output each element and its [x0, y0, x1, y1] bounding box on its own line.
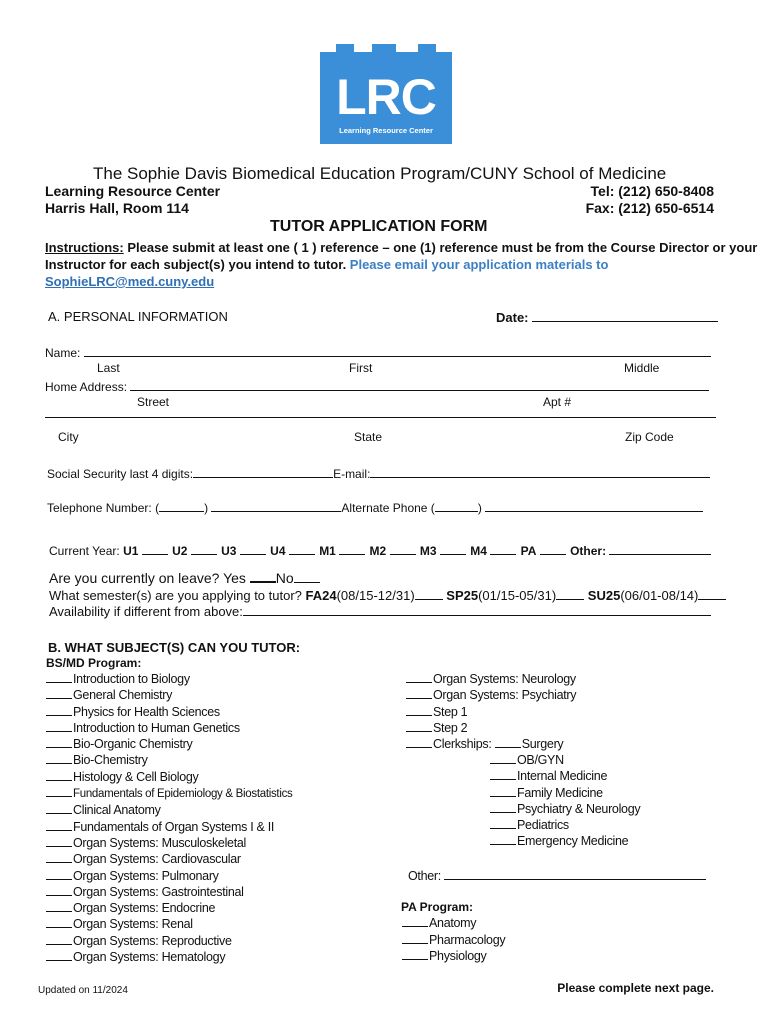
- contact-email[interactable]: SophieLRC@med.cuny.edu: [45, 274, 215, 289]
- clerkship-blank[interactable]: [490, 785, 516, 797]
- semester-fa24: FA24: [305, 588, 337, 603]
- semester-label: What semester(s) are you applying to tutor?: [49, 588, 302, 603]
- zip-sub: Zip Code: [625, 430, 674, 444]
- instructions-line-2: [45, 257, 608, 272]
- year-u1: U1: [123, 544, 139, 558]
- clerkship-blank[interactable]: [495, 736, 521, 748]
- section-b-heading: B. WHAT SUBJECT(S) CAN YOU TUTOR:: [48, 640, 301, 655]
- subject-item[interactable]: [406, 720, 576, 736]
- subject-item[interactable]: [406, 704, 576, 720]
- ssn-label: Social Security last 4 digits:: [47, 467, 194, 481]
- subject-blank[interactable]: [406, 720, 432, 732]
- ssn-field[interactable]: [47, 465, 710, 481]
- subject-blank[interactable]: [46, 704, 72, 716]
- instructions: [45, 240, 757, 255]
- subject-label: Introduction to Biology: [73, 672, 190, 686]
- subject-blank[interactable]: [46, 752, 72, 764]
- year-u2-blank[interactable]: [191, 543, 217, 555]
- availability-input[interactable]: [243, 603, 711, 616]
- subject-blank[interactable]: [46, 884, 72, 896]
- name-input[interactable]: [84, 344, 711, 357]
- clerkship-blank[interactable]: [490, 768, 516, 780]
- clerkship-label: Pediatrics: [517, 818, 569, 833]
- subject-item[interactable]: [46, 835, 292, 851]
- subject-blank[interactable]: [406, 687, 432, 699]
- subject-item[interactable]: [406, 671, 576, 687]
- org-location: Harris Hall, Room 114: [45, 200, 189, 216]
- phone-label: Telephone Number: (: [47, 501, 160, 515]
- subject-item[interactable]: [46, 949, 292, 965]
- name-sub-last: Last: [97, 361, 120, 375]
- availability-field[interactable]: [49, 603, 711, 619]
- semester-su25-dates: (06/01-08/14): [620, 588, 699, 603]
- semester-sp25: SP25: [446, 588, 479, 603]
- subject-label: Fundamentals of Organ Systems I & II: [73, 819, 275, 834]
- email-input[interactable]: [370, 465, 710, 478]
- address-sub-street: Street: [137, 395, 170, 409]
- subject-item[interactable]: [46, 769, 292, 785]
- instructions-label: Instructions:: [45, 240, 124, 255]
- subject-item[interactable]: [46, 900, 292, 916]
- subject-label: Organ Systems: Endocrine: [73, 901, 216, 916]
- subject-label: Anatomy: [429, 916, 477, 930]
- other-subject-field[interactable]: [408, 867, 706, 883]
- date-input[interactable]: [532, 309, 718, 322]
- name-label: Name:: [45, 346, 81, 360]
- instructions-text-2: Instructor for each subject(s) you intend to tutor.: [45, 257, 350, 272]
- alt-phone-close-paren: ): [477, 501, 482, 515]
- clerkship-blank[interactable]: [490, 817, 516, 829]
- clerkship-list: [490, 752, 640, 850]
- date-field[interactable]: [496, 309, 718, 325]
- availability-label: Availability if different from above:: [49, 604, 243, 619]
- subject-blank[interactable]: [46, 736, 72, 748]
- year-pa-blank[interactable]: [540, 543, 566, 555]
- year-m1: M1: [319, 544, 336, 558]
- address-input[interactable]: [130, 378, 709, 391]
- subject-blank[interactable]: [46, 769, 72, 781]
- subject-blank[interactable]: [406, 671, 432, 683]
- semester-fa24-dates: (08/15-12/31): [336, 588, 415, 603]
- subject-blank[interactable]: [402, 948, 428, 960]
- subject-blank[interactable]: [402, 915, 428, 927]
- pa-subject-list: [402, 915, 505, 965]
- clerkships-item[interactable]: [406, 736, 576, 752]
- subject-item[interactable]: [46, 687, 292, 703]
- year-m4-blank[interactable]: [490, 543, 516, 555]
- year-u3-blank[interactable]: [240, 543, 266, 555]
- semester-sp25-dates: (01/15-05/31): [478, 588, 557, 603]
- subject-label: Clinical Anatomy: [73, 803, 161, 818]
- leave-question[interactable]: [49, 569, 320, 586]
- year-u4: U4: [270, 544, 286, 558]
- logo-letters: LRC: [336, 69, 436, 125]
- year-u4-blank[interactable]: [289, 543, 315, 555]
- other-subject-input[interactable]: [444, 867, 706, 880]
- subject-item[interactable]: [46, 704, 292, 720]
- bsmd-program-label: BS/MD Program:: [46, 656, 142, 670]
- city-state-zip-input[interactable]: [45, 417, 716, 418]
- phone-input[interactable]: [211, 499, 341, 512]
- subject-item[interactable]: [46, 671, 292, 687]
- subject-label: Organ Systems: Musculoskeletal: [73, 835, 247, 850]
- clerkship-item[interactable]: [490, 785, 640, 801]
- subject-label: Bio-Chemistry: [73, 753, 148, 768]
- phone-field[interactable]: [47, 499, 703, 515]
- clerkship-item[interactable]: [490, 768, 640, 784]
- clerkship-item[interactable]: [490, 833, 640, 849]
- subject-item[interactable]: [46, 884, 292, 900]
- subject-blank[interactable]: [46, 785, 72, 797]
- logo-subtitle: Learning Resource Center: [339, 126, 433, 135]
- year-label: Current Year:: [49, 544, 120, 558]
- year-u2: U2: [172, 544, 188, 558]
- subject-label: Organ Systems: Psychiatry: [433, 688, 577, 703]
- date-label: Date:: [496, 310, 529, 325]
- subject-blank[interactable]: [406, 704, 432, 716]
- subject-label: Physiology: [429, 949, 487, 963]
- clerkship-label: OB/GYN: [517, 753, 564, 767]
- subject-blank[interactable]: [46, 933, 72, 945]
- semester-fa24-input[interactable]: [415, 587, 443, 600]
- subject-item[interactable]: [46, 868, 292, 884]
- alt-phone-label: Alternate Phone (: [341, 501, 435, 515]
- org-name: Learning Resource Center: [45, 183, 221, 199]
- clerkship-blank[interactable]: [490, 833, 516, 845]
- subject-blank[interactable]: [46, 916, 72, 928]
- state-sub: State: [354, 430, 383, 444]
- address-label: Home Address:: [45, 380, 128, 394]
- alt-phone-input[interactable]: [485, 499, 703, 512]
- name-sub-first: First: [349, 361, 373, 375]
- subject-label: Fundamentals of Epidemiology & Biostatistics: [73, 788, 293, 801]
- ssn-input[interactable]: [193, 465, 333, 478]
- subject-label: Organ Systems: Neurology: [433, 672, 576, 686]
- subject-blank[interactable]: [46, 671, 72, 683]
- subject-label: Pharmacology: [429, 932, 506, 947]
- leave-no-input[interactable]: [294, 570, 320, 583]
- subject-item[interactable]: [46, 851, 292, 867]
- semester-sp25-input[interactable]: [556, 587, 584, 600]
- leave-yes-input[interactable]: [250, 569, 276, 583]
- fax-number: Fax: (212) 650-6514: [585, 200, 714, 216]
- alt-area-code-input[interactable]: [435, 499, 478, 512]
- subject-label: Introduction to Human Genetics: [73, 720, 240, 735]
- subject-blank[interactable]: [46, 802, 72, 814]
- subject-label: Histology & Cell Biology: [73, 769, 199, 784]
- address-field[interactable]: [45, 378, 709, 394]
- phone-number: Tel: (212) 650-8408: [590, 183, 714, 199]
- clerkship-item[interactable]: [490, 817, 640, 833]
- year-other-input[interactable]: [609, 542, 711, 555]
- semester-question[interactable]: [49, 587, 726, 603]
- subject-item[interactable]: [46, 736, 292, 752]
- subject-label: Organ Systems: Reproductive: [73, 933, 232, 948]
- subject-blank[interactable]: [46, 868, 72, 880]
- subject-blank[interactable]: [46, 949, 72, 961]
- subject-label: Physics for Health Sciences: [73, 704, 220, 719]
- subject-blank[interactable]: [46, 835, 72, 847]
- subject-label: Step 2: [433, 720, 468, 735]
- clerkship-item[interactable]: [490, 752, 640, 768]
- subject-label: Organ Systems: Hematology: [73, 950, 226, 965]
- subject-label: Step 1: [433, 704, 468, 719]
- year-m1-blank[interactable]: [339, 543, 365, 555]
- leave-label: Are you currently on leave? Yes: [49, 570, 246, 586]
- year-m3: M3: [419, 544, 437, 558]
- contact-email-link[interactable]: [45, 274, 214, 289]
- subject-item[interactable]: [406, 687, 576, 703]
- updated-date: Updated on 11/2024: [38, 985, 128, 996]
- name-sub-middle: Middle: [624, 361, 660, 375]
- year-m2-blank[interactable]: [390, 543, 416, 555]
- subject-item[interactable]: [46, 819, 292, 835]
- subject-blank[interactable]: [46, 687, 72, 699]
- subject-item[interactable]: [46, 720, 292, 736]
- subject-blank[interactable]: [46, 720, 72, 732]
- clerkship-label: Surgery: [521, 737, 564, 752]
- clerkship-blank[interactable]: [490, 752, 516, 764]
- subject-item[interactable]: [46, 785, 292, 802]
- program-title: The Sophie Davis Biomedical Education Program/CUNY School of Medicine: [93, 164, 667, 183]
- right-subject-list: [406, 671, 576, 752]
- year-m4: M4: [470, 544, 487, 558]
- clerkship-label: Internal Medicine: [517, 769, 608, 784]
- section-a-heading: A. PERSONAL INFORMATION: [48, 309, 228, 324]
- subject-blank[interactable]: [46, 900, 72, 912]
- clerkship-label: Psychiatry & Neurology: [517, 801, 641, 816]
- year-other: Other:: [570, 544, 607, 558]
- subject-label: Organ Systems: Cardiovascular: [73, 852, 241, 867]
- leave-no-label: No: [275, 570, 294, 586]
- subject-label: Organ Systems: Renal: [73, 917, 193, 932]
- clerkship-label: Emergency Medicine: [517, 834, 629, 849]
- semester-su25-input[interactable]: [698, 587, 726, 600]
- subject-item[interactable]: [46, 933, 292, 949]
- subject-item[interactable]: [46, 802, 292, 818]
- email-label: E-mail:: [333, 467, 371, 481]
- year-u1-blank[interactable]: [142, 543, 168, 555]
- email-prompt: Please email your application materials to: [349, 257, 609, 272]
- clerkship-item[interactable]: [490, 801, 640, 817]
- clerkship-blank[interactable]: [490, 801, 516, 813]
- next-page-note: Please complete next page.: [557, 981, 714, 995]
- city-sub: City: [58, 430, 79, 444]
- other-label: Other:: [408, 869, 441, 883]
- lrc-logo: [320, 44, 452, 144]
- pa-subject-item[interactable]: [402, 932, 505, 949]
- subject-blank[interactable]: [402, 932, 428, 944]
- subject-label: Organ Systems: Gastrointestinal: [73, 884, 244, 899]
- current-year-field[interactable]: [49, 542, 711, 558]
- subject-item[interactable]: [46, 752, 292, 768]
- year-m2: M2: [369, 544, 387, 558]
- subject-blank[interactable]: [46, 819, 72, 831]
- clerkship-label: Family Medicine: [517, 785, 603, 800]
- subject-blank[interactable]: [406, 736, 432, 748]
- pa-program-label: PA Program:: [401, 900, 474, 914]
- address-sub-apt: Apt #: [543, 395, 572, 409]
- name-field[interactable]: [45, 344, 711, 360]
- instructions-text-1: Please submit at least one ( 1 ) reference – one (1) reference must be from the Course Director or your: [123, 240, 758, 255]
- subject-label: Organ Systems: Pulmonary: [73, 868, 219, 883]
- semester-su25: SU25: [587, 588, 621, 603]
- phone-close-paren: ): [204, 501, 209, 515]
- subject-label: Bio-Organic Chemistry: [73, 737, 193, 752]
- subject-blank[interactable]: [46, 851, 72, 863]
- year-pa: PA: [520, 544, 537, 558]
- subject-item[interactable]: [46, 916, 292, 932]
- area-code-input[interactable]: [159, 499, 204, 512]
- subject-label: General Chemistry: [73, 688, 173, 703]
- pa-subject-item[interactable]: [402, 948, 505, 965]
- pa-subject-item[interactable]: [402, 915, 505, 932]
- form-title: TUTOR APPLICATION FORM: [270, 218, 488, 235]
- year-u3: U3: [221, 544, 237, 558]
- year-m3-blank[interactable]: [440, 543, 466, 555]
- bsmd-subject-list: [46, 671, 292, 965]
- clerkships-label: Clerkships:: [433, 737, 492, 752]
